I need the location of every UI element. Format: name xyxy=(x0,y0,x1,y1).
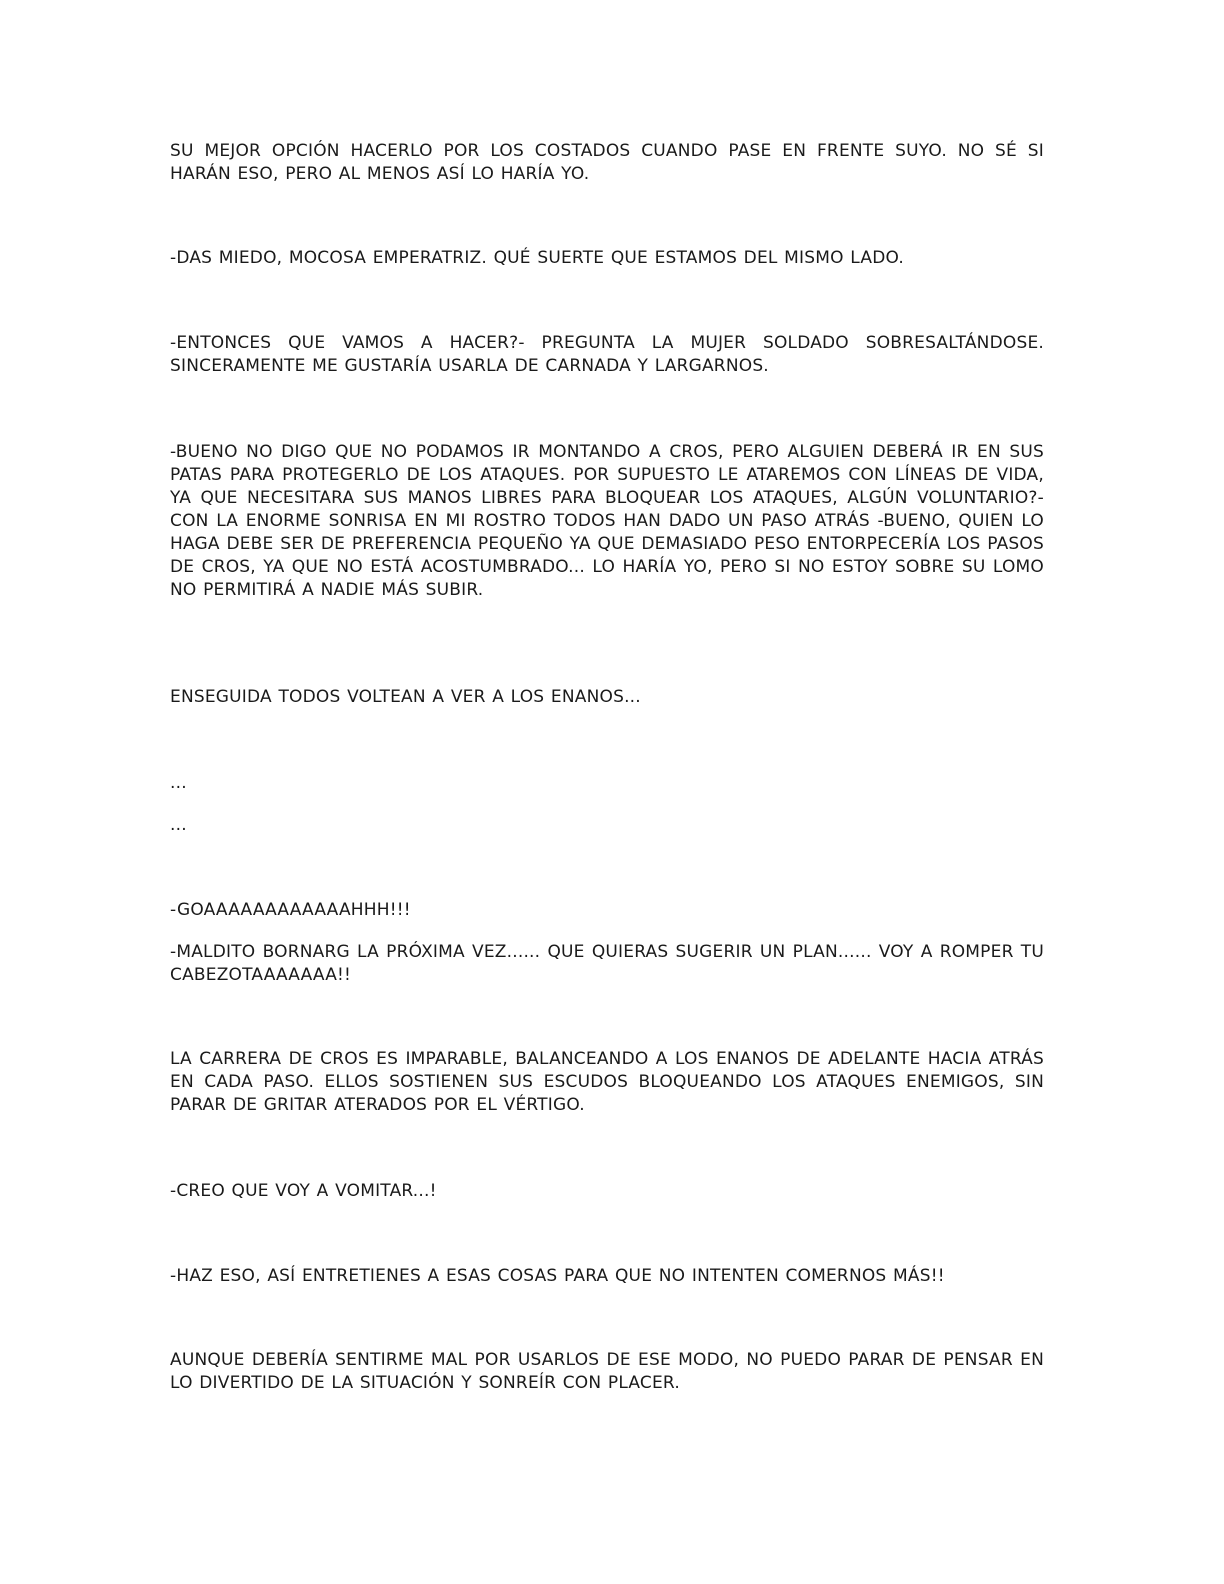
paragraph-3: -ENTONCES QUE VAMOS A HACER?- PREGUNTA LA MUJER SOLDADO SOBRESALTÁNDOSE. SINCERAMENTE ME GUSTARÍA USARLA DE CARNADA Y LARGARNOS. xyxy=(170,333,1044,376)
paragraph-9: -MALDITO BORNARG LA PRÓXIMA VEZ...... QUE QUIERAS SUGERIR UN PLAN...... VOY A ROMPER TU CABEZOTAAAAAAA!! xyxy=(170,942,1044,985)
paragraph-13: AUNQUE DEBERÍA SENTIRME MAL POR USARLOS DE ESE MODO, NO PUEDO PARAR DE PENSAR EN LO DIVERTIDO DE LA SITUACIÓN Y SONREÍR CON PLACER. xyxy=(170,1350,1044,1393)
paragraph-11: -CREO QUE VOY A VOMITAR...! xyxy=(170,1181,437,1201)
paragraph-8: -GOAAAAAAAAAAAAHHH!!! xyxy=(170,900,411,920)
paragraph-10: LA CARRERA DE CROS ES IMPARABLE, BALANCEANDO A LOS ENANOS DE ADELANTE HACIA ATRÁS EN CADA PASO. ELLOS SOSTIENEN SUS ESCUDOS BLOQUEANDO LOS ATAQUES ENEMIGOS, SIN PARAR DE GRITAR ATERADOS POR EL VÉRTIGO. xyxy=(170,1049,1044,1115)
paragraph-2: -DAS MIEDO, MOCOSA EMPERATRIZ. QUÉ SUERTE QUE ESTAMOS DEL MISMO LADO. xyxy=(170,248,904,268)
paragraph-7: ... xyxy=(170,815,187,835)
paragraph-1: SU MEJOR OPCIÓN HACERLO POR LOS COSTADOS CUANDO PASE EN FRENTE SUYO. NO SÉ SI HARÁN ESO, PERO AL MENOS ASÍ LO HARÍA YO. xyxy=(170,141,1044,184)
paragraph-4: -BUENO NO DIGO QUE NO PODAMOS IR MONTANDO A CROS, PERO ALGUIEN DEBERÁ IR EN SUS PATAS PARA PROTEGERLO DE LOS ATAQUES. POR SUPUESTO LE ATAREMOS CON LÍNEAS DE VIDA, YA QUE NECESITARA SUS MANOS LIBRES PARA BLOQUEAR LOS ATAQUES, ALGÚN VOLUNTARIO?- CON LA ENORME SONRISA EN MI ROSTRO TODOS HAN DADO UN PASO ATRÁS -BUENO, QUIEN LO HAGA DEBE SER DE PREFERENCIA PEQUEÑO YA QUE DEMASIADO PESO ENTORPECERÍA LOS PASOS DE CROS, YA QUE NO ESTÁ ACOSTUMBRADO... LO HARÍA YO, PERO SI NO ESTOY SOBRE SU LOMO NO PERMITIRÁ A NADIE MÁS SUBIR. xyxy=(170,442,1044,600)
paragraph-6: ... xyxy=(170,773,187,793)
paragraph-12: -HAZ ESO, ASÍ ENTRETIENES A ESAS COSAS PARA QUE NO INTENTEN COMERNOS MÁS!! xyxy=(170,1266,945,1286)
paragraph-5: ENSEGUIDA TODOS VOLTEAN A VER A LOS ENANOS... xyxy=(170,687,641,707)
